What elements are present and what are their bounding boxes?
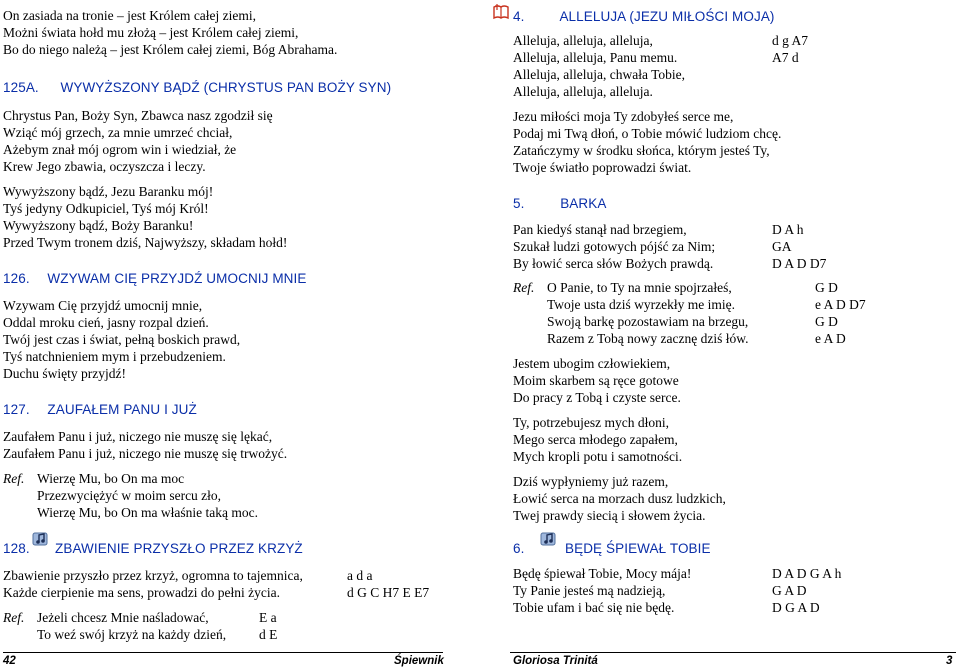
song-number: 6. — [513, 541, 525, 556]
song-6-heading — [513, 540, 524, 558]
song-126-heading — [3, 270, 307, 288]
chord-line: D A D G A h — [772, 566, 842, 581]
verse-line: Twoje światło poprowadzi świat. — [513, 160, 692, 175]
verse-line: Moim skarbem są ręce gotowe — [513, 373, 679, 388]
verse-line: Jestem ubogim człowiekiem, — [513, 356, 671, 371]
verse-line: Tobie ufam i bać się nie będę. — [513, 600, 675, 615]
refrain-line: Swoją barkę pozostawiam na brzegu, — [547, 314, 749, 329]
song-number: 127. — [3, 402, 30, 417]
chorus-line: Wywyższony bądź, Boży Baranku! — [3, 218, 194, 233]
refrain-line: Razem z Tobą nowy zacznę dziś łów. — [547, 331, 749, 346]
refrain-line: Wierzę Mu, bo On ma właśnie taką moc. — [37, 505, 259, 520]
song-title: BĘDĘ ŚPIEWAŁ TOBIE — [565, 541, 711, 556]
refrain-line: Wierzę Mu, bo On ma moc — [37, 471, 185, 486]
chord-line: G D — [815, 280, 838, 295]
verse-line: Zaufałem Panu i już, niczego nie muszę się lękać, — [3, 429, 273, 444]
verse-line: Będę śpiewał Tobie, Mocy mája! — [513, 566, 692, 581]
chord-line: G A D — [772, 583, 807, 598]
chord-line: G D — [815, 314, 838, 329]
music-note-icon — [32, 530, 50, 553]
song-number: 126. — [3, 271, 30, 286]
chorus-line: Wywyższony bądź, Jezu Baranku mój! — [3, 184, 214, 199]
refrain-label: Ref. — [3, 471, 25, 486]
right-page-number: 3 — [946, 655, 953, 667]
verse-line: Oddal mroku cień, jasny rozpal dzień. — [3, 315, 209, 330]
chord-line: E a — [259, 610, 277, 625]
verse-line: Alleluja, alleluja, chwała Tobie, — [513, 67, 685, 82]
chord-line: D A h — [772, 222, 804, 237]
verse-line: Krew Jego zbawia, oczyszcza i leczy. — [3, 159, 206, 174]
intro-line: On zasiada na tronie – jest Królem całej ziemi, — [3, 8, 257, 23]
chord-line: D A D D7 — [772, 256, 827, 271]
refrain-label: Ref. — [513, 280, 535, 295]
verse-line: Twój jest czas i świat, pełną boskich prawd, — [3, 332, 241, 347]
chord-line: a d a — [347, 568, 373, 583]
verse-line: Pan kiedyś stanął nad brzegiem, — [513, 222, 687, 237]
song-number: 5. — [513, 196, 525, 211]
verse-line: Wzywam Cię przyjdź umocnij mnie, — [3, 298, 203, 313]
left-page-number: 42 — [3, 655, 16, 667]
verse-line: By łowić serca słów Bożych prawdą. — [513, 256, 714, 271]
intro-line: Możni świata hołd mu złożą – jest Królem całej ziemi, — [3, 25, 299, 40]
verse-line: Duchu święty przyjdź! — [3, 366, 126, 381]
verse-line: Twej prawdy siecią i słowem życia. — [513, 508, 706, 523]
verse-line: Zaufałem Panu i już, niczego nie muszę się trwożyć. — [3, 446, 288, 461]
song-title: ZAUFAŁEM PANU I JUŻ — [47, 402, 197, 417]
verse-line: Mego serca młodego zapałem, — [513, 432, 678, 447]
verse-line: Szukał ludzi gotowych pójść za Nim; — [513, 239, 716, 254]
verse-line: Jezu miłości moja Ty zdobyłeś serce me, — [513, 109, 734, 124]
refrain-line: Jeżeli chcesz Mnie naśladować, — [37, 610, 209, 625]
song-127-heading — [3, 401, 197, 419]
song-title: ZBAWIENIE PRZYSZŁO PRZEZ KRZYŻ — [55, 541, 303, 556]
verse-line: Każde cierpienie ma sens, prowadzi do pełni życia. — [3, 585, 281, 600]
chord-line: GA — [772, 239, 792, 254]
chord-line: D G A D — [772, 600, 820, 615]
verse-line: Zatańczymy w środku słońca, którym jesteś Ty, — [513, 143, 770, 158]
song-title: BARKA — [560, 196, 607, 211]
song-4-heading — [513, 8, 775, 26]
verse-line: Ty, potrzebujesz mych dłoni, — [513, 415, 670, 430]
refrain-line: To weź swój krzyż na każdy dzień, — [37, 627, 227, 642]
song-5-heading — [513, 195, 606, 213]
verse-line: Łowić serca na morzach dusz ludzkich, — [513, 491, 726, 506]
song-title: WZYWAM CIĘ PRZYJDŹ UMOCNIJ MNIE — [47, 271, 307, 286]
song-title: WYWYŻSZONY BĄDŹ (CHRYSTUS PAN BOŻY SYN) — [60, 80, 392, 95]
refrain-line: Przezwyciężyć w moim sercu zło, — [37, 488, 222, 503]
song-number: 128. — [3, 541, 30, 556]
left-page-title: Śpiewnik — [394, 655, 444, 667]
verse-line: Ty Panie jesteś mą nadzieją, — [513, 583, 666, 598]
refrain-label: Ref. — [3, 610, 25, 625]
chorus-line: Tyś jedyny Odkupiciel, Tyś mój Król! — [3, 201, 209, 216]
song-title: ALLELUJA (JEZU MIŁOŚCI MOJA) — [559, 9, 775, 24]
verse-line: Dziś wypłyniemy już razem, — [513, 474, 669, 489]
song-128-heading — [3, 540, 30, 558]
refrain-line: Twoje usta dziś wyrzekły me imię. — [547, 297, 736, 312]
verse-line: Wziąć mój grzech, za mnie umrzeć chciał, — [3, 125, 233, 140]
refrain-line: O Panie, to Ty na mnie spojrzałeś, — [547, 280, 732, 295]
book-icon — [492, 3, 510, 26]
verse-line: Do pracy z Tobą i czyste serce. — [513, 390, 681, 405]
verse-line: Ażebym znał mój ogrom win i wiedział, że — [3, 142, 237, 157]
chord-line: d g A7 — [772, 33, 809, 48]
song-number: 125A. — [3, 80, 39, 95]
verse-line: Chrystus Pan, Boży Syn, Zbawca nasz zgodził się — [3, 108, 273, 123]
verse-line: Alleluja, alleluja, alleluja, — [513, 33, 653, 48]
song-number: 4. — [513, 9, 525, 24]
intro-line: Bo do niego należą – jest Królem całej ziemi, Bóg Abrahama. — [3, 42, 338, 57]
verse-line: Mych kropli potu i samotności. — [513, 449, 683, 464]
chord-line: d G C H7 E E7 — [347, 585, 430, 600]
verse-line: Zbawienie przyszło przez krzyż, ogromna to tajemnica, — [3, 568, 303, 583]
footer-rule-left — [3, 652, 443, 653]
footer-rule-right — [510, 652, 956, 653]
chorus-line: Przed Twym tronem dziś, Najwyższy, składam hołd! — [3, 235, 288, 250]
chord-line: d E — [259, 627, 278, 642]
chord-line: A7 d — [772, 50, 799, 65]
music-note-icon — [540, 530, 558, 553]
verse-line: Podaj mi Twą dłoń, o Tobie mówić ludziom chcę. — [513, 126, 782, 141]
chord-line: e A D — [815, 331, 846, 346]
right-page-title: Gloriosa Trinitá — [513, 655, 598, 667]
verse-line: Alleluja, alleluja, Panu memu. — [513, 50, 678, 65]
chord-line: e A D D7 — [815, 297, 866, 312]
verse-line: Tyś natchnieniem mym i przebudzeniem. — [3, 349, 226, 364]
verse-line: Alleluja, alleluja, alleluja. — [513, 84, 653, 99]
song-125-heading — [3, 79, 391, 97]
